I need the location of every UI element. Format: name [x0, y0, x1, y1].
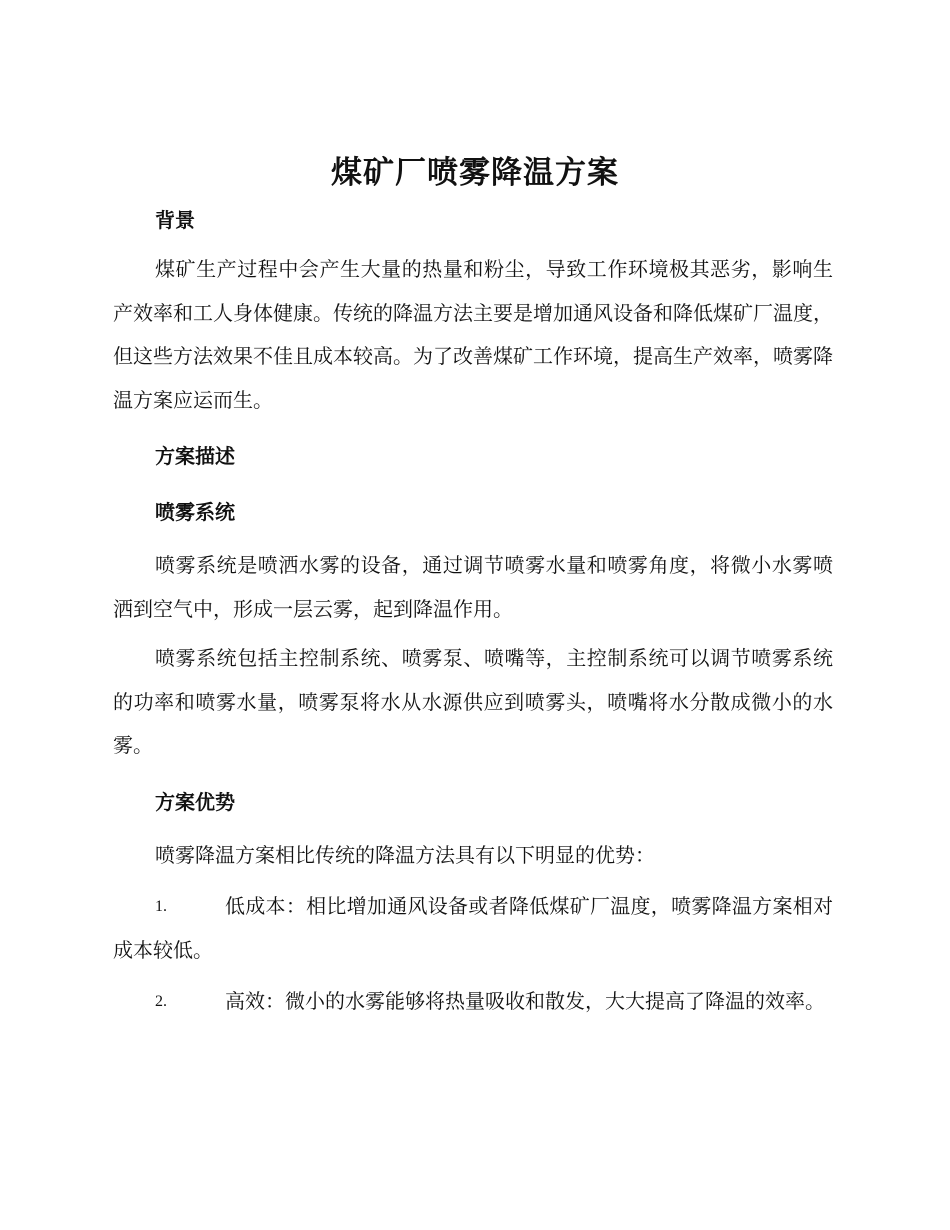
section-heading-plan: 方案描述 [155, 444, 235, 468]
document-body [113, 200, 833, 1024]
section-heading-background: 背景 [155, 208, 195, 232]
list-number: 1. [155, 898, 167, 915]
list-number: 2. [155, 993, 167, 1010]
list-item-text: 低成本：相比增加通风设备或者降低煤矿厂温度，喷雾降温方案相对成本较低。 [113, 894, 833, 962]
list-item-text: 高效：微小的水雾能够将热量吸收和散发，大大提高了降温的效率。 [225, 989, 825, 1013]
paragraph-background: 煤矿生产过程中会产生大量的热量和粉尘，导致工作环境极其恶劣，影响生产效率和工人身体健康。传统的降温方法主要是增加通风设备和降低煤矿厂温度，但这些方法效果不佳且成本较高。为了改善煤矿工作环境，提高生产效率，喷雾降温方案应运而生。 [113, 257, 833, 412]
paragraph-spray-system-2: 喷雾系统包括主控制系统、喷雾泵、喷嘴等，主控制系统可以调节喷雾系统的功率和喷雾水量，喷雾泵将水从水源供应到喷雾头，喷嘴将水分散成微小的水雾。 [113, 646, 833, 757]
paragraph-advantages-intro: 喷雾降温方案相比传统的降温方法具有以下明显的优势： [155, 842, 655, 867]
section-heading-advantages: 方案优势 [155, 789, 235, 814]
list-item-advantage-1 [113, 885, 833, 972]
section-heading-spray-system: 喷雾系统 [155, 500, 235, 524]
paragraph-spray-system-1: 喷雾系统是喷洒水雾的设备，通过调节喷雾水量和喷雾角度，将微小水雾喷洒到空气中，形成一层云雾，起到降温作用。 [113, 553, 833, 621]
list-item-advantage-2 [113, 980, 833, 1024]
document-title: 煤矿厂喷雾降温方案 [331, 155, 619, 191]
